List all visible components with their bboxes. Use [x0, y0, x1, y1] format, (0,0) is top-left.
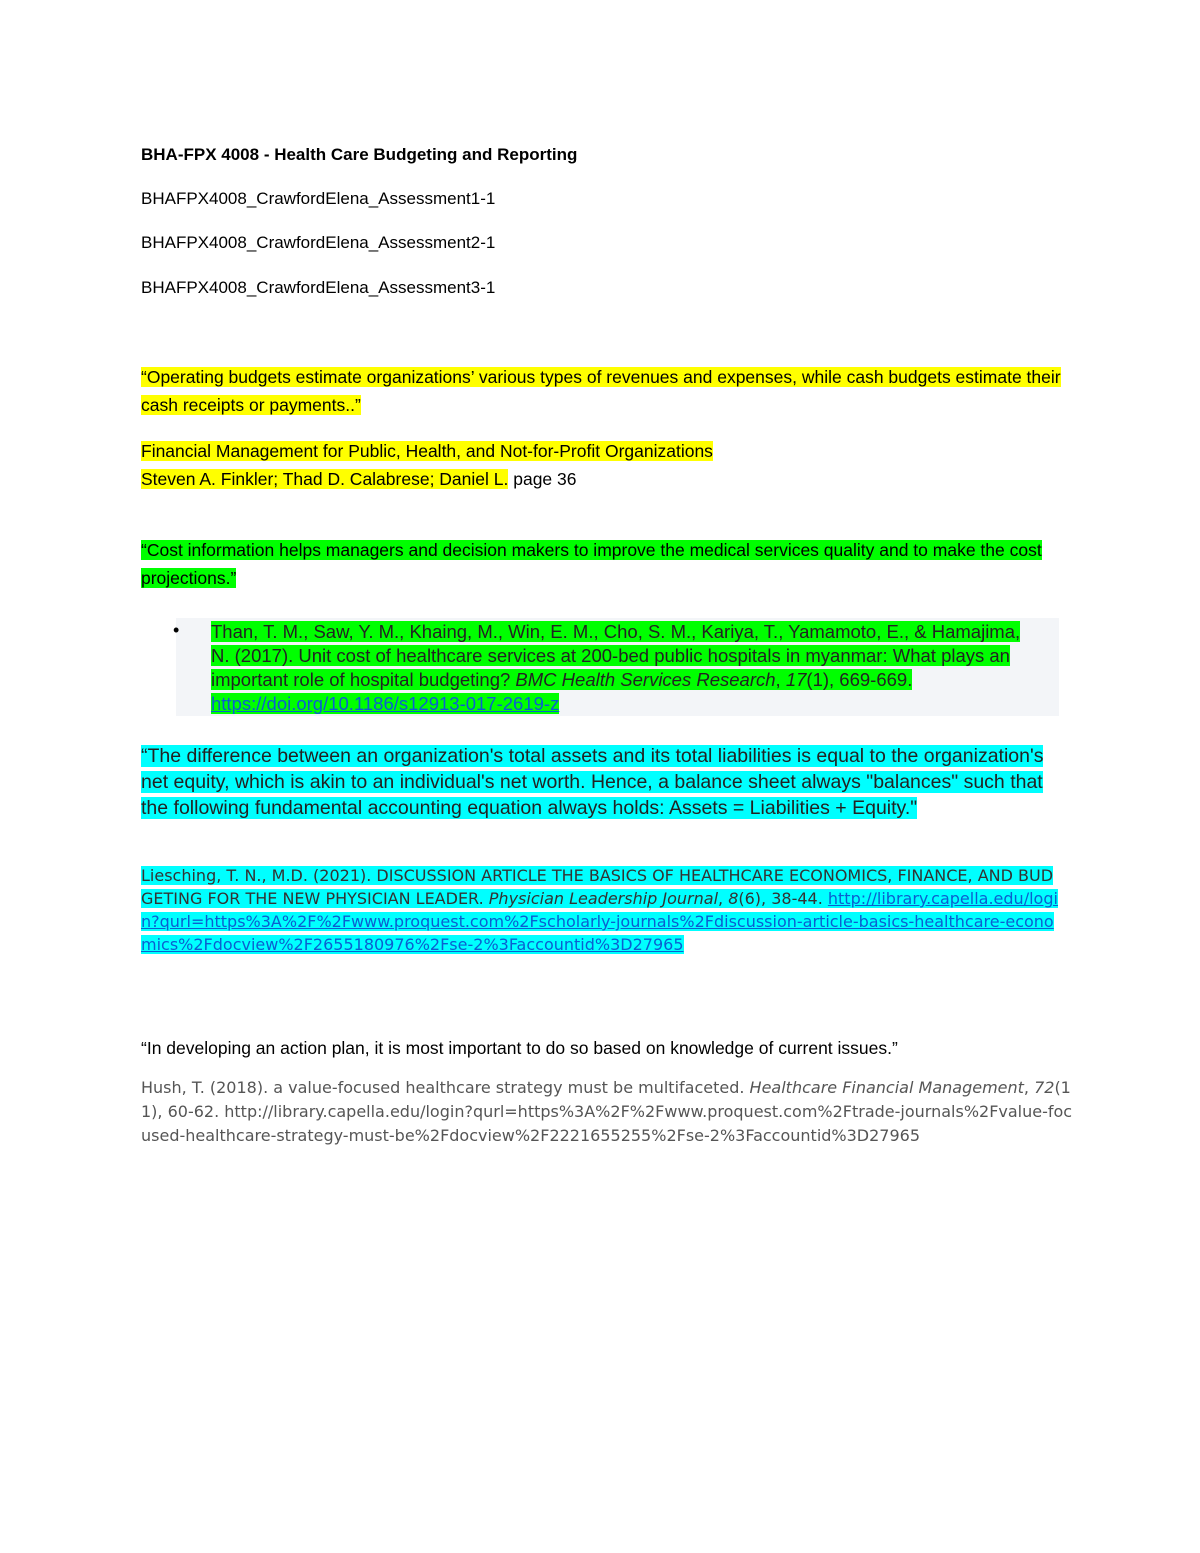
journal-name: BMC Health Services Research — [515, 669, 776, 690]
quote-text: “Cost information helps managers and decision makers to improve the medical services quality and to make the cost projections.” — [141, 540, 1042, 588]
reference-url: http://library.capella.edu/login?qurl=https%3A%2F%2Fwww.proquest.com%2Ftrade-journals%2Fvalue-focused-healthcare-strategy-must-be%2Fdocview%2F2221655255%2Fse-2%3Faccountid%3D27965 — [141, 1102, 1073, 1145]
reference-text: Than, T. M., Saw, Y. M., Khaing, M., Win, E. M., Cho, S. M., Kariya, T., Yamamoto, E., & Hamajima, N. (2017). Unit cost of healthcare services at 200-bed public hospitals in myanmar: What plays an important role of hospital budgeting? — [211, 621, 1021, 690]
journal-pages: (1), 669-669. — [806, 669, 913, 690]
quote-operating-budgets — [141, 363, 1061, 419]
book-title: Financial Management for Public, Health, and Not-for-Profit Organizations — [141, 441, 713, 461]
quote-text: “Operating budgets estimate organizations’ various types of revenues and expenses, while cash budgets estimate their cash receipts or payments..” — [141, 367, 1061, 415]
book-citation — [141, 437, 1061, 493]
reference-text: Liesching, T. N., M.D. (2021). DISCUSSION ARTICLE THE BASICS OF HEALTHCARE ECONOMICS, FINANCE, AND BUDGETING FOR THE NEW PHYSICIAN LEADER. — [141, 866, 1054, 908]
reference-text: Hush, T. (2018). a value-focused healthcare strategy must be multifaceted. — [141, 1078, 750, 1097]
file-name-3: BHAFPX4008_CrawfordElena_Assessment3-1 — [141, 278, 496, 297]
separator: , — [1023, 1078, 1035, 1097]
bullet-icon: • — [173, 620, 180, 640]
separator: , — [718, 889, 729, 908]
doi-link[interactable]: https://doi.org/10.1186/s12913-017-2619-z — [211, 693, 560, 714]
file-name-2: BHAFPX4008_CrawfordElena_Assessment2-1 — [141, 233, 496, 252]
document-title: BHA-FPX 4008 - Health Care Budgeting and Reporting — [141, 145, 578, 164]
quote-text: “The difference between an organization's total assets and its total liabilities is equal to the organization's net equity, which is akin to an individual's net worth. Hence, a balance sheet always "balances" such that the following fundamental accounting equation always holds: Assets = Liabilities + Equity." — [141, 745, 1044, 819]
journal-volume: 17 — [785, 669, 807, 690]
reference-hush-2018 — [141, 1076, 1081, 1148]
journal-name: Physician Leadership Journal — [488, 889, 719, 908]
journal-pages: (6), 38-44. — [738, 889, 828, 908]
proquest-link[interactable]: http://library.capella.edu/login?qurl=https%3A%2F%2Fwww.proquest.com%2Fscholarly-journals%2Fdiscussion-article-basics-healthcare-economics%2Fdocview%2F2655180976%2Fse-2%3Faccountid%3D27965 — [141, 889, 1058, 954]
book-authors: Steven A. Finkler; Thad D. Calabrese; Daniel L. — [141, 469, 509, 489]
quote-action-plan: “In developing an action plan, it is most important to do so based on knowledge of current issues.” — [141, 1038, 898, 1058]
journal-pages: (11), 60-62. — [141, 1078, 1071, 1121]
file-name-1: BHAFPX4008_CrawfordElena_Assessment1-1 — [141, 189, 496, 208]
journal-volume: 8 — [728, 889, 739, 908]
journal-volume: 72 — [1034, 1078, 1055, 1097]
quote-net-equity — [141, 743, 1061, 821]
quote-cost-information — [141, 536, 1061, 592]
separator: , — [775, 669, 786, 690]
reference-liesching-2021 — [141, 864, 1061, 956]
reference-than-2017 — [211, 620, 1041, 716]
book-page: page 36 — [508, 469, 577, 489]
journal-name: Healthcare Financial Management — [749, 1078, 1024, 1097]
